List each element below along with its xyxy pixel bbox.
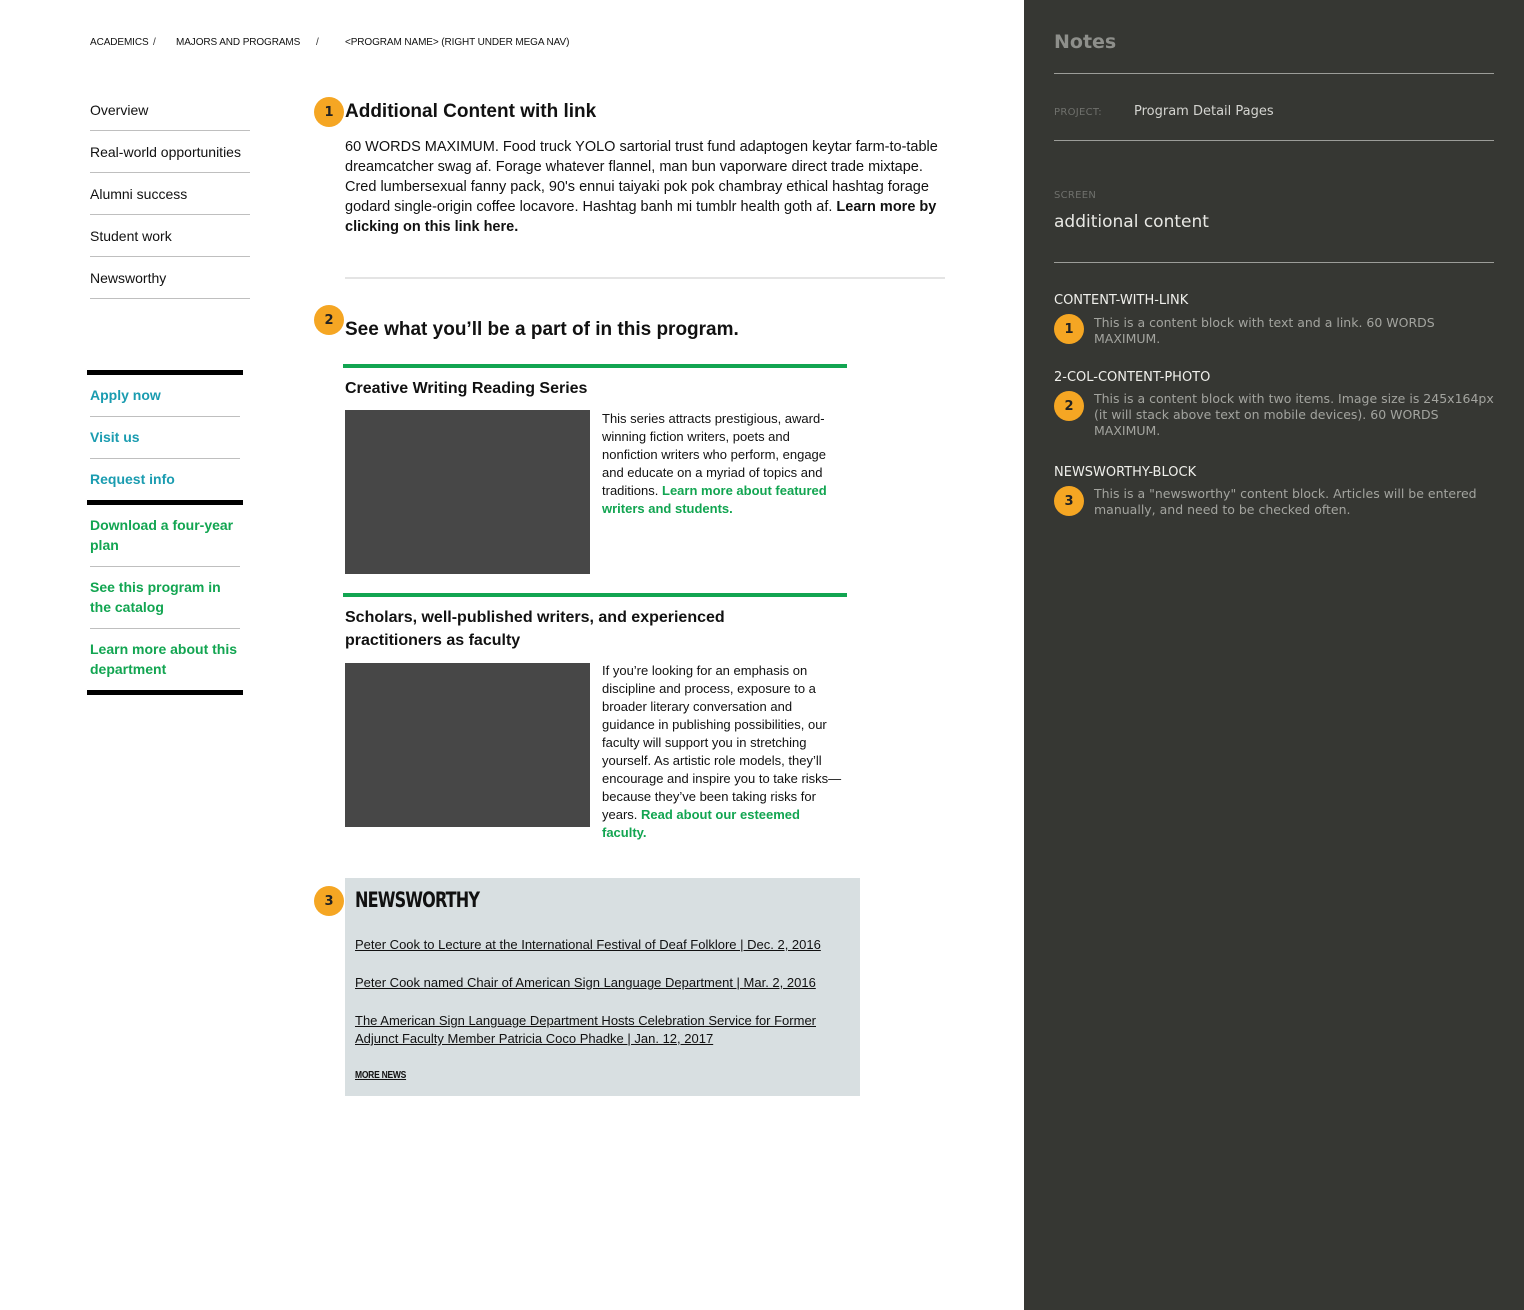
content-with-link-text: 60 WORDS MAXIMUM. Food truck YOLO sartorial trust fund adaptogen keytar farm-to-table dreamcatcher swag af. Forage whatever flannel, man bun vaporware direct trade mixtape. Cred lumbersexual fanny pack, 90's ennui taiyaki pok pok chambray ethical hashtag forage godard single-origin coffee locavore. Hashtag banh mi tumblr health goth af. [345,139,938,215]
note-text: This is a content block with two items. Image size is 245x164px (it will stack above text on mobile devices). 60 WORDS MAXIMUM. [1094,391,1494,438]
breadcrumb-separator: / [153,37,156,48]
cta-links [87,370,243,695]
note-badge: 2 [1054,391,1084,421]
card-top-rule [343,364,847,368]
section-nav [90,100,250,310]
newsworthy-title: NEWSWORTHY [355,888,480,912]
screen-value: additional content [1054,212,1209,232]
breadcrumb-majors-and-programs[interactable]: MAJORS AND PROGRAMS [176,37,301,48]
content-with-link-body [345,137,940,237]
note-heading: NEWSWORTHY-BLOCK [1054,465,1197,480]
cta-bottom-rule [87,690,243,695]
card-description: If you’re looking for an emphasis on discipline and process, exposure to a broader literary conversation and guidance in publishing possibilities, our faculty will support you in stretching yourself. As artistic role models, they’ll encourage and inspire you to take risks—because they’ve been taking risks for years. [602,663,842,822]
sidenav-item-student-work[interactable]: Student work [90,226,250,257]
card-description: This series attracts prestigious, award-winning fiction writers, poets and nonfiction writers who perform, engage and educate on a myriad of topics and traditions. [602,411,827,498]
breadcrumb-current-page: <PROGRAM NAME> (RIGHT UNDER MEGA NAV) [345,37,570,48]
sidenav-item-newsworthy[interactable]: Newsworthy [90,268,250,299]
breadcrumb-academics[interactable]: ACADEMICS [90,37,149,48]
note-badge: 3 [1054,486,1084,516]
sidenav-item-overview[interactable]: Overview [90,100,250,131]
screen-label: SCREEN [1054,190,1097,201]
notes-divider [1054,73,1494,74]
project-value: Program Detail Pages [1134,104,1274,119]
notes-title: Notes [1054,31,1117,53]
download-four-year-plan-link[interactable]: Download a four-year plan [90,505,240,567]
sidenav-item-alumni-success[interactable]: Alumni success [90,184,250,215]
sidenav-item-real-world-opportunities[interactable]: Real-world opportunities [90,142,250,173]
news-item[interactable]: The American Sign Language Department Hosts Celebration Service for Former Adjunct Faculty Member Patricia Coco Phadke | Jan. 12, 2017 [355,1013,816,1046]
note-text: This is a "newsworthy" content block. Articles will be entered manually, and need to be checked often. [1094,486,1477,517]
annotation-badge-2: 2 [314,305,344,335]
notes-panel [1024,0,1524,1310]
card-photo-placeholder [345,410,590,574]
note-heading: 2-COL-CONTENT-PHOTO [1054,370,1211,385]
breadcrumb-separator: / [316,37,319,48]
more-news-link[interactable]: MORE NEWS [355,1070,407,1081]
annotation-badge-1: 1 [314,97,344,127]
card-title: Scholars, well-published writers, and experienced practitioners as faculty [345,609,725,649]
content-with-link-title: Additional Content with link [345,101,597,122]
apply-now-link[interactable]: Apply now [90,375,240,417]
learn-more-department-link[interactable]: Learn more about this department [90,641,238,677]
news-item[interactable]: Peter Cook named Chair of American Sign Language Department | Mar. 2, 2016 [355,975,816,990]
two-col-section-title: See what you’ll be a part of in this program. [345,319,739,340]
card-title: Creative Writing Reading Series [345,380,588,397]
note-heading: CONTENT-WITH-LINK [1054,293,1189,308]
see-program-in-catalog-link[interactable]: See this program in the catalog [90,567,240,629]
read-about-faculty-link[interactable]: Read about our esteemed faculty. [602,807,800,840]
note-text: This is a content block with text and a link. 60 WORDS MAXIMUM. [1094,315,1435,346]
news-item[interactable]: Peter Cook to Lecture at the International Festival of Deaf Folklore | Dec. 2, 2016 [355,937,821,952]
visit-us-link[interactable]: Visit us [90,417,240,459]
card-text [602,662,847,842]
note-badge: 1 [1054,314,1084,344]
card-top-rule [343,593,847,597]
card-text [602,410,847,518]
notes-divider [1054,262,1494,263]
learn-more-featured-writers-link[interactable]: Learn more about featured writers and students. [602,483,827,516]
request-info-link[interactable]: Request info [90,471,175,487]
newsworthy-block [345,878,860,1096]
content-with-link-link[interactable]: Learn more by clicking on this link here. [345,199,937,235]
notes-divider [1054,140,1494,141]
card-photo-placeholder [345,663,590,827]
project-label: PROJECT: [1054,107,1102,118]
section-divider [345,277,945,279]
annotation-badge-3: 3 [314,886,344,916]
